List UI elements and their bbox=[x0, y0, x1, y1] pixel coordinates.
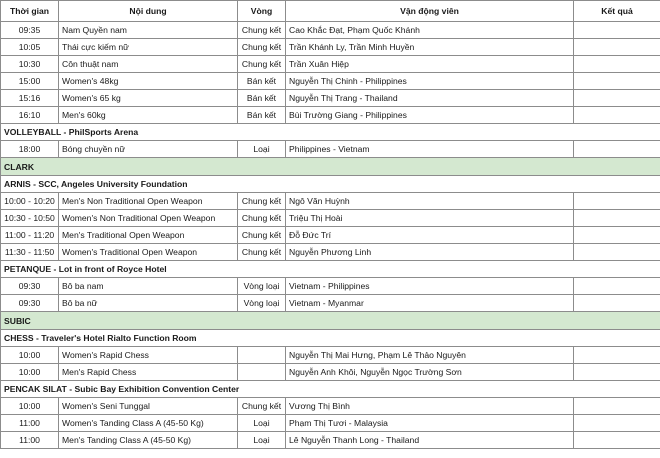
event-content: Women's Seni Tunggal bbox=[59, 398, 238, 415]
event-result bbox=[574, 227, 660, 244]
event-result bbox=[574, 347, 660, 364]
event-athletes: Lê Nguyễn Thanh Long - Thailand bbox=[286, 432, 574, 449]
event-athletes: Vietnam - Myanmar bbox=[286, 295, 574, 312]
event-row bbox=[1, 22, 660, 39]
event-row bbox=[1, 210, 660, 227]
section-row bbox=[1, 312, 660, 330]
venue-label: VOLLEYBALL - PhilSports Arena bbox=[1, 124, 660, 141]
event-time: 09:30 bbox=[1, 295, 59, 312]
event-time: 10:00 bbox=[1, 364, 59, 381]
event-athletes: Nguyễn Anh Khôi, Nguyễn Ngọc Trường Sơn bbox=[286, 364, 574, 381]
event-row bbox=[1, 73, 660, 90]
event-time: 18:00 bbox=[1, 141, 59, 158]
event-row bbox=[1, 56, 660, 73]
venue-row bbox=[1, 261, 660, 278]
event-row bbox=[1, 415, 660, 432]
event-content: Men's Non Traditional Open Weapon bbox=[59, 193, 238, 210]
event-result bbox=[574, 364, 660, 381]
event-row bbox=[1, 295, 660, 312]
event-result bbox=[574, 295, 660, 312]
event-round: Chung kết bbox=[238, 227, 286, 244]
event-time: 11:00 bbox=[1, 415, 59, 432]
event-round bbox=[238, 347, 286, 364]
event-result bbox=[574, 90, 660, 107]
event-round: Bán kết bbox=[238, 73, 286, 90]
event-round: Chung kết bbox=[238, 398, 286, 415]
event-athletes: Triệu Thị Hoài bbox=[286, 210, 574, 227]
event-result bbox=[574, 210, 660, 227]
venue-row bbox=[1, 124, 660, 141]
header-row bbox=[1, 1, 660, 22]
event-content: Bô ba nam bbox=[59, 278, 238, 295]
event-row bbox=[1, 141, 660, 158]
venue-row bbox=[1, 330, 660, 347]
event-content: Bóng chuyền nữ bbox=[59, 141, 238, 158]
event-round: Bán kết bbox=[238, 107, 286, 124]
event-round: Chung kết bbox=[238, 56, 286, 73]
event-time: 11:00 bbox=[1, 432, 59, 449]
event-athletes: Nguyễn Thị Trang - Thailand bbox=[286, 90, 574, 107]
venue-row bbox=[1, 381, 660, 398]
event-result bbox=[574, 432, 660, 449]
header-content: Nội dung bbox=[59, 1, 238, 22]
event-content: Côn thuật nam bbox=[59, 56, 238, 73]
header-time: Thời gian bbox=[1, 1, 59, 22]
event-row bbox=[1, 398, 660, 415]
event-round: Chung kết bbox=[238, 22, 286, 39]
event-result bbox=[574, 244, 660, 261]
event-athletes: Nguyễn Thị Mai Hưng, Phạm Lê Thảo Nguyên bbox=[286, 347, 574, 364]
event-result bbox=[574, 73, 660, 90]
event-result bbox=[574, 141, 660, 158]
event-round: Vòng loại bbox=[238, 295, 286, 312]
event-content: Men's Tanding Class A (45-50 Kg) bbox=[59, 432, 238, 449]
event-round: Chung kết bbox=[238, 210, 286, 227]
event-content: Women's 48kg bbox=[59, 73, 238, 90]
header-result: Kết quả bbox=[574, 1, 660, 22]
event-time: 10:00 bbox=[1, 398, 59, 415]
event-row bbox=[1, 90, 660, 107]
event-athletes: Ngô Văn Huỳnh bbox=[286, 193, 574, 210]
event-content: Men's 60kg bbox=[59, 107, 238, 124]
event-result bbox=[574, 22, 660, 39]
event-row bbox=[1, 244, 660, 261]
venue-label: ARNIS - SCC, Angeles University Foundation bbox=[1, 176, 660, 193]
event-result bbox=[574, 398, 660, 415]
event-athletes: Vương Thị Bình bbox=[286, 398, 574, 415]
event-content: Women's Traditional Open Weapon bbox=[59, 244, 238, 261]
event-content: Women's Tanding Class A (45-50 Kg) bbox=[59, 415, 238, 432]
section-label: CLARK bbox=[1, 158, 660, 176]
event-result bbox=[574, 193, 660, 210]
event-athletes: Phạm Thị Tươi - Malaysia bbox=[286, 415, 574, 432]
header-round: Vòng bbox=[238, 1, 286, 22]
venue-label: PENCAK SILAT - Subic Bay Exhibition Convention Center bbox=[1, 381, 660, 398]
event-round: Chung kết bbox=[238, 193, 286, 210]
event-time: 09:35 bbox=[1, 22, 59, 39]
event-athletes: Bùi Trường Giang - Philippines bbox=[286, 107, 574, 124]
event-content: Thái cực kiếm nữ bbox=[59, 39, 238, 56]
event-round: Chung kết bbox=[238, 39, 286, 56]
header-athletes: Vận động viên bbox=[286, 1, 574, 22]
event-result bbox=[574, 39, 660, 56]
event-row bbox=[1, 432, 660, 449]
event-time: 16:10 bbox=[1, 107, 59, 124]
event-round: Loại bbox=[238, 415, 286, 432]
event-athletes: Nguyễn Phương Linh bbox=[286, 244, 574, 261]
event-result bbox=[574, 56, 660, 73]
event-content: Women's Non Traditional Open Weapon bbox=[59, 210, 238, 227]
schedule-body bbox=[1, 22, 660, 449]
event-time: 10:00 - 10:20 bbox=[1, 193, 59, 210]
event-result bbox=[574, 107, 660, 124]
event-result bbox=[574, 415, 660, 432]
event-round bbox=[238, 364, 286, 381]
event-athletes: Cao Khắc Đạt, Phạm Quốc Khánh bbox=[286, 22, 574, 39]
event-row bbox=[1, 278, 660, 295]
event-time: 11:00 - 11:20 bbox=[1, 227, 59, 244]
event-athletes: Trần Xuân Hiệp bbox=[286, 56, 574, 73]
event-time: 15:16 bbox=[1, 90, 59, 107]
event-athletes: Vietnam - Philippines bbox=[286, 278, 574, 295]
venue-label: PETANQUE - Lot in front of Royce Hotel bbox=[1, 261, 660, 278]
event-content: Men's Traditional Open Weapon bbox=[59, 227, 238, 244]
event-row bbox=[1, 364, 660, 381]
section-label: SUBIC bbox=[1, 312, 660, 330]
event-content: Women's Rapid Chess bbox=[59, 347, 238, 364]
event-content: Women's 65 kg bbox=[59, 90, 238, 107]
event-row bbox=[1, 227, 660, 244]
event-round: Loại bbox=[238, 141, 286, 158]
event-row bbox=[1, 107, 660, 124]
venue-label: CHESS - Traveler's Hotel Rialto Function Room bbox=[1, 330, 660, 347]
event-content: Bô ba nữ bbox=[59, 295, 238, 312]
event-time: 09:30 bbox=[1, 278, 59, 295]
event-content: Men's Rapid Chess bbox=[59, 364, 238, 381]
event-time: 10:30 bbox=[1, 56, 59, 73]
event-time: 15:00 bbox=[1, 73, 59, 90]
event-athletes: Trần Khánh Ly, Trần Minh Huyền bbox=[286, 39, 574, 56]
event-content: Nam Quyền nam bbox=[59, 22, 238, 39]
event-row bbox=[1, 193, 660, 210]
event-athletes: Philippines - Vietnam bbox=[286, 141, 574, 158]
event-time: 10:05 bbox=[1, 39, 59, 56]
event-result bbox=[574, 278, 660, 295]
event-round: Bán kết bbox=[238, 90, 286, 107]
event-round: Vòng loại bbox=[238, 278, 286, 295]
section-row bbox=[1, 158, 660, 176]
event-row bbox=[1, 39, 660, 56]
event-round: Chung kết bbox=[238, 244, 286, 261]
event-round: Loại bbox=[238, 432, 286, 449]
event-athletes: Nguyễn Thị Chinh - Philippines bbox=[286, 73, 574, 90]
event-time: 10:00 bbox=[1, 347, 59, 364]
event-row bbox=[1, 347, 660, 364]
event-time: 11:30 - 11:50 bbox=[1, 244, 59, 261]
event-athletes: Đỗ Đức Trí bbox=[286, 227, 574, 244]
venue-row bbox=[1, 176, 660, 193]
event-time: 10:30 - 10:50 bbox=[1, 210, 59, 227]
